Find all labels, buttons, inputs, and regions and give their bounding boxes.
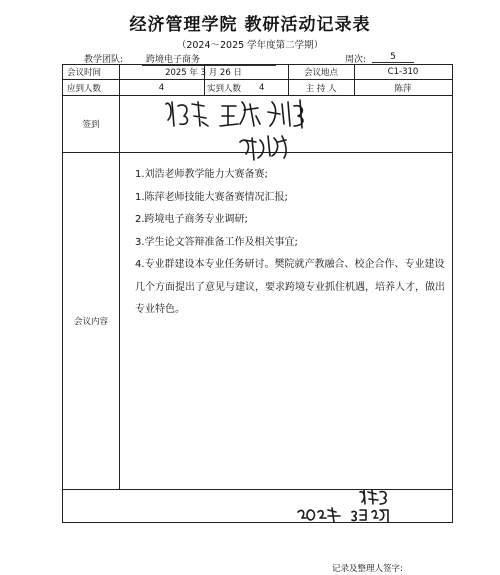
content-label: 会议内容 [73,317,108,327]
actual-count-value: 4 [259,82,265,93]
host-value: 陈萍 [394,83,412,94]
actual-count-label: 实到人数 [207,83,242,94]
recorder-label: 记录及整理人签字: [332,564,403,574]
expected-count-label: 应到人数 [67,83,102,94]
week-value: 5 [372,52,414,63]
term-subtitle: （2024～2025 学年度第二学期） [176,40,324,51]
content-item: 2.跨境电子商务专业调研; [135,214,248,225]
meeting-location-value: C1-310 [387,67,419,77]
recorder-signature [358,488,394,508]
host-label: 主 持 人 [305,83,337,94]
document-title: 经济管理学院 教研活动记录表 [129,15,371,35]
signin-signatures [160,96,350,164]
content-item: 3.学生论文答辩准备工作及相关事宜; [135,236,298,248]
meeting-location-label: 会议地点 [303,68,338,78]
content-item: 1.陈萍老师技能大赛备赛情况汇报; [135,191,288,203]
signin-label: 签到 [82,120,100,130]
team-value: 跨境电子商务 [142,52,276,66]
expected-count-value: 4 [158,82,165,93]
team-label: 教学团队: [84,55,124,65]
meeting-content [135,164,445,322]
meeting-time-value: 2025 年 3 月 26 日 [165,68,242,78]
week-label: 周次: [345,55,367,65]
column-divider [119,65,120,489]
content-item: 1.刘浩老师教学能力大赛备赛; [135,169,268,180]
handwritten-date [296,506,392,524]
meeting-time-label: 会议时间 [67,68,102,78]
content-item: 4.专业群建设本专业任务研讨。樊院就产教融合、校企合作、专业建设几个方面提出了意见与建议，要求跨境专业抓住机遇，培养人才，做出专业特色。 [135,259,445,315]
